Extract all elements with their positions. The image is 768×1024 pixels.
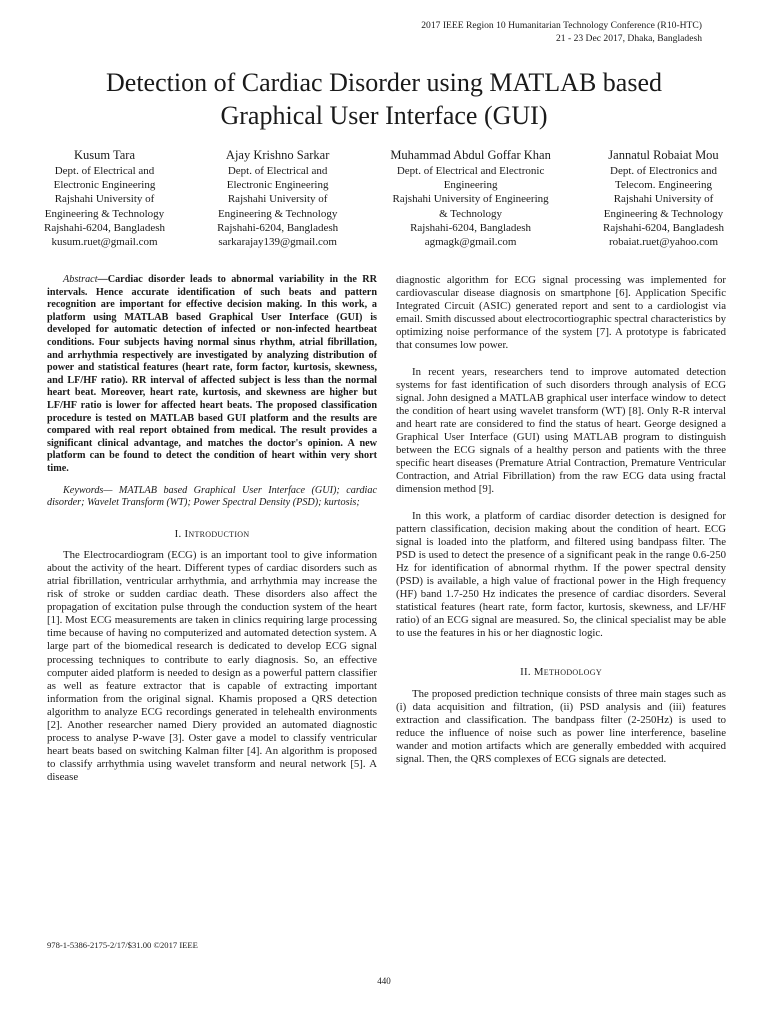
- author-affiliation: & Technology: [439, 207, 503, 220]
- author-name: Ajay Krishno Sarkar: [225, 148, 330, 162]
- section-heading-introduction: [47, 528, 377, 541]
- author-name: Kusum Tara: [73, 148, 136, 162]
- paragraph: diagnostic algorithm for ECG signal processing was implemented for cardiovascular disease diagnosis on smartphone [6]. Application Specific Integrated Circuit (ASIC) generated report and sent to a cardiologist via email. Smith discussed about electrocortiographic spectral characteristics by optimizing noise performance of the system [7]. A prototype is fabricated that consumes low power.: [396, 274, 726, 352]
- author-email: sarkarajay139@gmail.com: [218, 236, 337, 249]
- paper-title-line-1: Detection of Cardiac Disorder using MATLAB based: [106, 68, 662, 97]
- section-title: Methodology: [533, 666, 602, 679]
- author-affiliation: Telecom. Engineering: [615, 179, 712, 192]
- author-affiliation: Rajshahi-6204, Bangladesh: [603, 221, 724, 234]
- author-affiliation: Rajshahi University of: [54, 193, 155, 206]
- author-affiliation: Rajshahi-6204, Bangladesh: [410, 221, 532, 234]
- paragraph: In recent years, researchers tend to improve automated detection systems for fast identification of such disorders through analysis of ECG signal. John designed a MATLAB graphical user interface window to detect the condition of heart using wavelet transform (WT) [8]. Only R-R interval and heart rate are considered to find the status of heart. George designed a Graphical User Interface (GUI) using MATLAB program to distinguish between the ECG signals of a healthy person and patients with the three specific heart diseases (Premature Atrial Contraction, Premature Ventricular Contraction, and Atrial Fibrillation) from the raw ECG data using fractal dimension method [9].: [396, 365, 726, 496]
- page-number: 440: [377, 976, 391, 986]
- author-name: Muhammad Abdul Goffar Khan: [390, 148, 551, 162]
- author-block: [603, 147, 724, 249]
- section-number: I.: [174, 527, 182, 540]
- abstract: [47, 274, 377, 476]
- author-affiliation: Rajshahi-6204, Bangladesh: [217, 221, 339, 234]
- author-affiliation: Dept. of Electrical and: [54, 165, 155, 177]
- paragraph: The proposed prediction technique consists of three main stages such as (i) data acquisition and filtration, (ii) PSD analysis and (iii) features extraction and classification. The bandpass filter (2-250Hz) is used to reduce the influence of noise such as power line interference, baseline wander and motion artifacts which are generally embedded with acquired signal. Then, the QRS complexes of ECG signals are detected.: [396, 687, 726, 765]
- abstract-label: Abstract: [63, 274, 98, 285]
- author-email: kusum.ruet@gmail.com: [51, 236, 158, 249]
- conference-name: 2017 IEEE Region 10 Humanitarian Technology Conference (R10-HTC): [421, 20, 702, 31]
- paragraph: In this work, a platform of cardiac disorder detection is designed for pattern classification, decision making about the condition of heart. ECG signal is loaded into the platform, and filtered using bandpass filter. The PSD is used to detect the presence of a significant peak in the range 0.6-250 Hz for identification of abnormal rhythm. If the power spectral density (PSD) is available, a high value of fractional power in the High frequency (HF) band 1.7-250 Hz indicates the presence of cardiac disorders. Several statistical features (heart rate, form factor, kurtosis, skewness, and LF/HF ratio) of an ECG signal are measured. So, the clinical specialist may be able to use the features in his or her diagnostic logic.: [396, 509, 726, 640]
- author-affiliation: Rajshahi University of: [227, 193, 328, 206]
- author-affiliation: Engineering & Technology: [44, 207, 165, 220]
- author-affiliation: Rajshahi University of Engineering: [392, 193, 549, 206]
- author-affiliation: Electronic Engineering: [53, 179, 156, 192]
- paper-title-line-2: Graphical User Interface (GUI): [220, 101, 548, 130]
- section-number: II.: [520, 666, 531, 679]
- copyright-notice: 978-1-5386-2175-2/17/$31.00 ©2017 IEEE: [47, 940, 198, 950]
- author-email: agmagk@gmail.com: [424, 236, 517, 249]
- section-title: Introduction: [184, 527, 250, 540]
- paragraph: The Electrocardiogram (ECG) is an important tool to give information about the activity of the heart. Different types of cardiac disorders such as atrial fibrillation, ventricular arrhythmia, and arrhythmia may increase the risk of stroke or sudden cardiac death. These disorders also affect the propagation of excitation pulse through the conduction system of the heart [1]. Most ECG measurements are taken in clinics requiring large processing time because of having no computerized and automated detection system. A large part of the biomedical research is dedicated to develop ECG signal processing techniques to contribute to early diagnosis. So, an effective computer aided platform is needed to design as a powerful pattern classifier as well as feature extractor that is capable of extracting important information from the original signal. Khamis proposed a QRS detection algorithm to analyze ECG recordings generated in telehealth environments [2]. Another researcher named Diery provided an automated diagnostic process to analyse P-wave [3]. Oster gave a model to classify ventricular heart beats based on switching Kalman filter [4]. An algorithm is proposed to classify arrhythmia using wavelet transform and neural network [5]. A disease: [47, 548, 377, 784]
- author-affiliation: Dept. of Electrical and Electronic: [396, 165, 545, 177]
- section-heading-methodology: [396, 666, 726, 679]
- paper-title: [40, 66, 728, 132]
- author-list: [44, 147, 724, 249]
- right-column: [396, 274, 726, 766]
- author-block: [217, 147, 338, 249]
- author-affiliation: Engineering & Technology: [217, 207, 338, 220]
- left-column: [47, 274, 377, 784]
- author-block: [44, 147, 165, 249]
- keywords: Keywords— MATLAB based Graphical User Interface (GUI); cardiac disorder; Wavelet Transform (WT); Power Spectral Density (PSD); kurtosis;: [47, 484, 377, 509]
- author-affiliation: Engineering & Technology: [603, 207, 724, 220]
- conference-header: [421, 20, 702, 45]
- author-affiliation: Dept. of Electronics and: [610, 165, 717, 177]
- author-block: [390, 147, 551, 249]
- author-affiliation: Dept. of Electrical and: [227, 165, 328, 177]
- author-affiliation: Rajshahi University of: [613, 193, 714, 206]
- abstract-text: —Cardiac disorder leads to abnormal variability in the RR intervals. Hence accurate identification of such beats and pattern recognition are important for effective decision making. In this work, a platform using MATLAB based Graphical User Interface (GUI) is developed for automatic detection of infected or non-infected heartbeat conditions. Four subjects having normal sinus rhythm, atrial fibrillation, and arrhythmia respectively are investigated by analyzing distribution of power and statistical features (heart rate, form factor, kurtosis, skewness, and LF/HF ratio). RR interval of affected subject is less than the normal heart beat. Moreover, heart rate, kurtosis, and skewness are higher but LF/HF ratio is lower for affected heart beats. The proposed classification procedure is tested on MATLAB based GUI platform and the results are compared with real report obtained from medical. The result provides a significant clinical advantage, and matches the doctor's opinion. A new platform can be found to detect the condition of heart within very short time.: [47, 274, 377, 474]
- author-affiliation: Rajshahi-6204, Bangladesh: [44, 221, 165, 234]
- author-affiliation: Engineering: [443, 179, 498, 192]
- author-affiliation: Electronic Engineering: [226, 179, 329, 192]
- author-email: robaiat.ruet@yahoo.com: [608, 236, 719, 249]
- conference-dates: 21 - 23 Dec 2017, Dhaka, Bangladesh: [555, 32, 702, 44]
- author-name: Jannatul Robaiat Mou: [608, 148, 719, 162]
